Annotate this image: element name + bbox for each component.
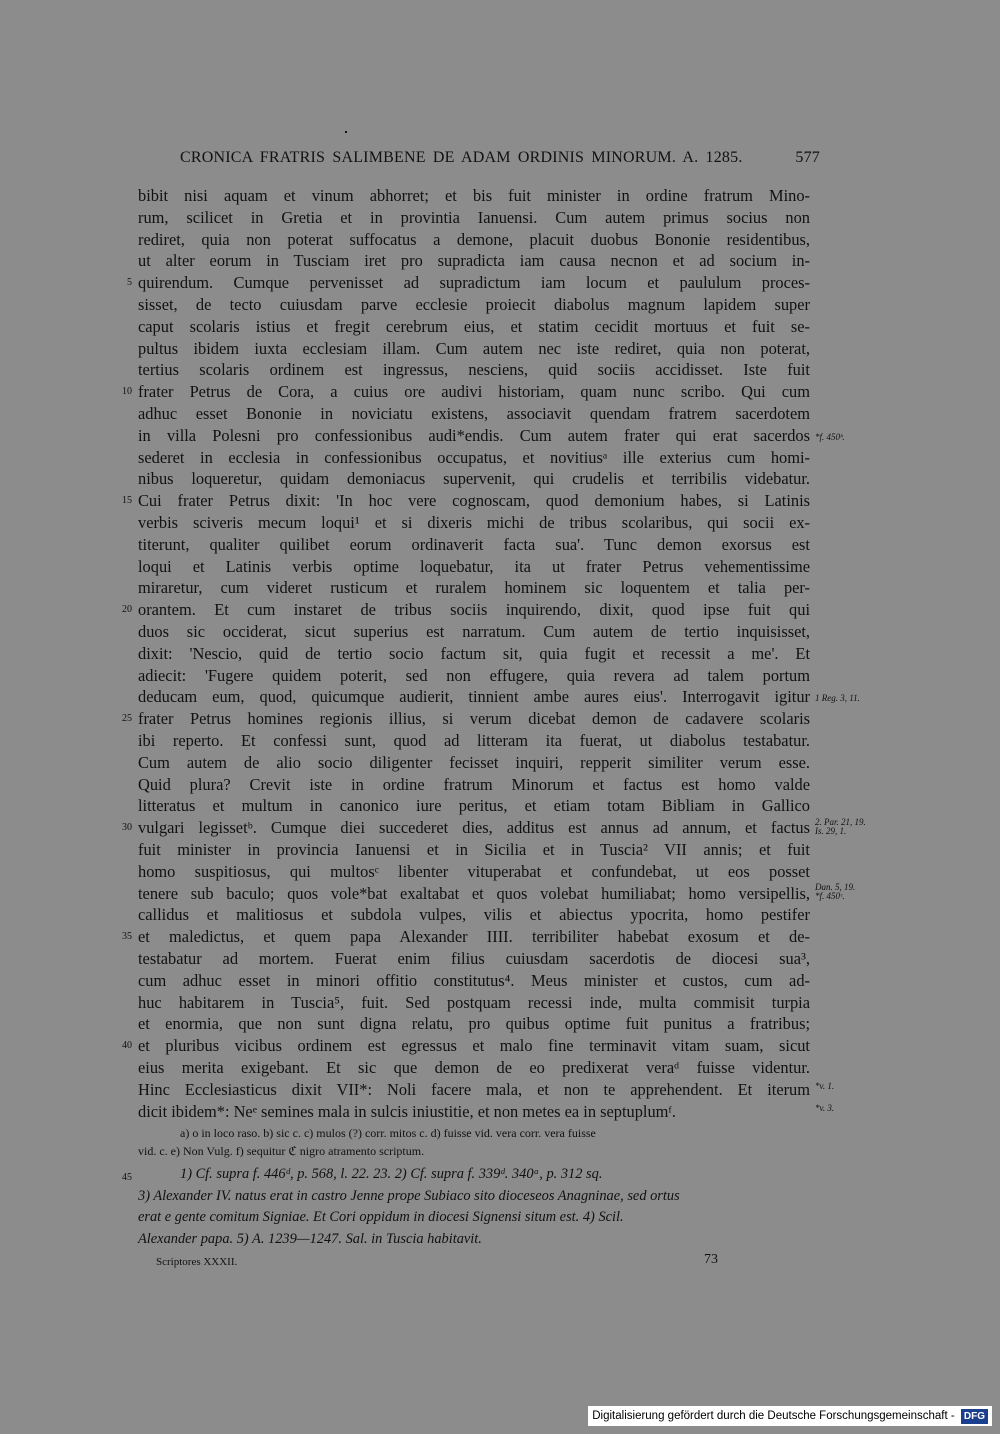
footnote-line: 3) Alexander IV. natus erat in castro Jenne prope Subiaco sito dioceseos Anagninae, sed ortus [138,1187,680,1204]
margin-note: *f. 450ᶜ. [815,891,845,901]
series-label: Scriptores XXXII. [156,1256,238,1268]
text-line: vulgari legissetᵇ. Cumque diei succederet dies, additus est annus ad annum, et factus [138,818,810,838]
margin-note: Is. 29, 1. [815,826,847,836]
speck [345,131,347,133]
line-number: 45 [122,1172,132,1183]
text-line: adiecit: 'Fugere quidem poterit, sed non effugere, quia revera ad talem portum [138,665,810,685]
line-number: 35 [122,931,132,942]
apparatus-line: a) o in loco raso. b) sic c. c) mulos (?) corr. mitos c. d) fuisse vid. vera corr. vera fuisse [180,1126,596,1140]
header-title: CRONICA FRATRIS SALIMBENE DE ADAM ORDINIS MINORUM. A. 1285. [180,149,743,166]
text-line: Quid plura? Crevit iste in ordine fratrum Minorum et factus est homo valde [138,774,810,794]
text-line: tenere sub baculo; quos vole*bat exaltabat et quos volebat humiliabat; homo versipellis, [138,883,810,903]
margin-note: 2. Par. 21, 19. [815,817,866,827]
text-line: rum, scilicet in Gretia et in provintia Ianuensi. Cum autem primus socius non [138,207,810,227]
text-line: ut alter eorum in Tusciam iret pro supradicta iam causa necnon et ad socium in- [138,251,810,271]
text-line: in villa Polesni pro confessionibus audi*endis. Cum autem frater qui erat sacerdos [138,425,810,445]
text-line: orantem. Et cum instaret de tribus sociis inquirendo, dixit, quod ipse fuit qui [138,600,810,620]
text-line: frater Petrus homines regionis illius, si verum dicebat demon de cadavere scolaris [138,709,810,729]
text-line: eius merita exigebant. Et sic que demon de eo predixerat veraᵈ fuisse videntur. [138,1058,810,1077]
text-line: miraretur, cum videret rusticum et ruralem hominem sic loquentem et talia per- [138,578,810,598]
text-line: Hinc Ecclesiasticus dixit VII*: Noli facere mala, et non te apprehendent. Et iterum [138,1079,810,1099]
footnote-line: erat e gente comitum Signiae. Et Cori oppidum in diocesi Signensi situm est. 4) Scil. [138,1209,624,1225]
dfg-banner[interactable] [588,1406,992,1426]
text-line: sisset, de tecto cuiusdam parve ecclesie proiecit diabolus magnum lapidem super [138,295,810,314]
critical-apparatus [138,1124,810,1160]
text-line: duos sic occiderat, sicut superius est narratum. Cum autem de tertio inquisisset, [138,622,810,641]
text-line: sederet in ecclesia in confessionibus occupatus, et novitiusᵃ ille exterius cum homi- [138,447,810,467]
line-number: 10 [122,386,132,397]
signature-mark: 73 [704,1252,718,1267]
text-line: dixit: 'Nescio, quid de tertio socio factum sit, quia fugit et recessit a me'. Et [138,643,810,663]
text-line: pultus ibidem iuxta ecclesiam illam. Cum autem nec iste rediret, quia non poterat, [138,338,810,358]
margin-note: *v. 3. [815,1103,835,1113]
text-line: huc habitarem in Tuscia⁵, fuit. Sed postquam recessi inde, multa commisit turpia [138,992,810,1012]
margin-note: Dan. 5, 19. [815,882,856,892]
line-number: 25 [122,713,132,724]
margin-note: 1 Reg. 3, 11. [815,693,860,703]
line-number: 5 [127,277,132,288]
text-line: tertius scolaris ordinem est ingressus, nesciens, quid sociis accidisset. Iste fuit [138,360,810,380]
text-line: adhuc esset Bononie in noviciatu existens, associavit quendam fratrem sacerdotem [138,404,810,423]
page-number: 577 [795,149,820,166]
text-line: caput scolaris istius et fregit cerebrum eius, et statim cecidit mortuus et fuit se- [138,316,810,336]
footnote-line: Alexander papa. 5) A. 1239—1247. Sal. in Tuscia habitavit. [138,1230,482,1247]
text-line: ibi reperto. Et confessi sunt, quod ad litteram ita fuerat, ut diabolus testabatur. [138,731,810,750]
text-line: frater Petrus de Cora, a cuius ore audivi historiam, quam nunc scribo. Qui cum [138,382,810,402]
text-line: et pluribus vicibus ordinem est egressus et malo fine terminavit vitam suam, sicut [138,1036,810,1056]
text-line: rediret, quia non poterat suffocatus a demone, placuit duobus Bononie residentibus, [138,229,810,249]
text-line: callidus et malitiosus et subdola vulpes, vilis et abiectus ypocrita, homo pestifer [138,905,810,925]
line-number: 20 [122,604,132,615]
text-line: Cui frater Petrus dixit: 'In hoc vere cognoscam, quod demonium habes, si Latinis [138,491,810,511]
text-line: dicit ibidem*: Neᵉ semines mala in sulcis iniustitie, et non metes ea in septuplumᶠ. [138,1101,676,1121]
text-line: verbis sciveris mecum loqui¹ et si dixeris michi de tribus scolaribus, qui socii ex- [138,513,810,532]
line-number: 40 [122,1040,132,1051]
margin-note: *v. 1. [815,1081,835,1091]
text-line: cum adhuc esset in minori offitio constitutus⁴. Meus minister et custos, cum ad- [138,970,810,990]
text-line: litteratus et multum in canonico iure peritus, et etiam totam Bibliam in Gallico [138,796,810,816]
text-line: quirendum. Cumque pervenisset ad supradictum iam locum et paululum proces- [138,273,810,293]
footnote-line: 1) Cf. supra f. 446ᵈ, p. 568, l. 22. 23. 2) Cf. supra f. 339ᵈ. 340ᵃ, p. 312 sq. [180,1166,603,1182]
text-line: testabatur ad mortem. Fuerat enim filius cuiusdam sacerdotis de diocesi sua³, [138,949,810,968]
text-line: homo suspitiosus, qui multosᶜ libenter vituperabat et confundebat, ut eos posset [138,861,810,881]
text-line: et enormia, que non sunt digna relatu, pro quibus optime fuit punitus a fratribus; [138,1014,810,1034]
margin-note: *f. 450ᵇ. [815,432,845,442]
text-line: et maledictus, et quem papa Alexander IIII. terribiliter habebat exosum et de- [138,927,810,947]
footnotes [138,1164,810,1250]
apparatus-line: vid. c. e) Non Vulg. f) sequitur ℭ nigro atramento scriptum. [138,1144,425,1158]
dfg-text: Digitalisierung gefördert durch die Deutsche Forschungsgemeinschaft - [592,1410,955,1422]
text-line: bibit nisi aquam et vinum abhorret; et bis fuit minister in ordine fratrum Mino- [138,186,810,205]
dfg-logo: DFG [961,1409,988,1424]
text-line: titerunt, qualiter quilibet eorum ordinaverit facta sua'. Tunc demon exorsus est [138,534,810,554]
running-header [180,149,820,167]
text-line: Cum autem de alio socio diligenter fecisset inquiri, repperit similiter verum esse. [138,752,810,772]
line-number: 30 [122,822,132,833]
text-line: loqui et Latinis verbis optime loquebatur, ita ut frater Petrus vehementissime [138,556,810,576]
text-line: deducam eum, quod, quicumque audierit, tinnient ambe aures eius'. Interrogavit igitur [138,687,810,707]
text-line: nibus loqueretur, quidam demoniacus supervenit, qui crudelis et terribilis videbatur. [138,469,810,489]
line-number: 15 [122,495,132,506]
text-line: fuit minister in provincia Ianuensi et in Sicilia et in Tuscia² VII annis; et fuit [138,840,810,859]
